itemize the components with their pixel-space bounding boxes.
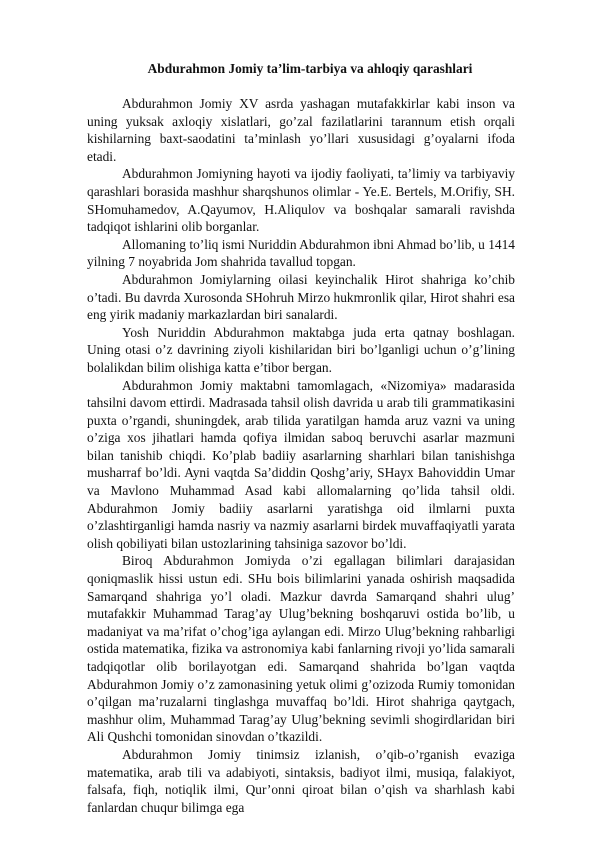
paragraph-1: Abdurahmon Jomiy XV asrda yashagan mutafakkirlar kabi inson va uning yuksak axloqiy xislatlari, go’zal fazilatlarini tarannum etish orqali kishilarning baxt-saodatini ta’minlash yo’llari xususidagi g’oyalarni ifoda etadi. [87,96,515,164]
document-title: Abdurahmon Jomiy ta’lim-tarbiya va ahloqiy qarashlari [147,61,473,76]
paragraph-7: Biroq Abdurahmon Jomiyda o’zi egallagan bilimlari darajasidan qoniqmaslik hissi ustun edi. SHu bois bilimlarini yanada oshirish maqsadida Samarqand shahriga yo’l oladi. Mazkur davrda Samarqand shahri ulug’ mutafakkir Muhammad Tarag’ay Ulug’bekning boshqaruvi ostida bo’lib, u madaniyat va ma’rifat o’chog’iga aylangan edi. Mirzo Ulug’bekning rahbarligi ostida matematika, fizika va astronomiya kabi fanlarning rivoji yo’lida samarali tadqiqotlar olib borilayotgan edi. Samarqand shahrida bo’lgan vaqtda Abdurahmon Jomiy o’z zamonasining yetuk olimi g’ozizoda Rumiy tomonidan o’qilgan ma’ruzalarni tinglashga muvaffaq bo’ldi. Hirot shahriga qaytgach, mashhur olim, Muhammad Tarag’ay Ulug’bekning sevimli shogirdlaridan biri Ali Qushchi tomonidan sinovdan o’tkazildi. [87,553,515,745]
paragraph-3: Allomaning to’liq ismi Nuriddin Abdurahmon ibni Ahmad bo’lib, u 1414 yilning 7 noyabrida Jom shahrida tavallud topgan. [87,236,515,270]
paragraph-8: Abdurahmon Jomiy tinimsiz izlanish, o’qib-o’rganish evaziga matematika, arab tili va adabiyoti, sintaksis, badiyot ilmi, musiqa, falakiyot, falsafa, fiqh, notiqlik ilmi, Qur’onni qiroat bilan o’qish va sharhlash kabi fanlardan chuqur bilimga ega [87,746,515,815]
paragraph-4: Abdurahmon Jomiylarning oilasi keyinchalik Hirot shahriga ko’chib o’tadi. Bu davrda Xurosonda SHohruh Mirzo hukmronlik qilar, Hirot shahri esa eng yirik madaniy markazlardan biri sanalardi. [87,271,515,323]
document-body [87,95,515,816]
paragraph-6: Abdurahmon Jomiy maktabni tamomlagach, «Nizomiya» madarasida tahsilni davom ettirdi. Madrasada tahsil olish davrida u arab tili grammatikasini puxta o’rgandi, shuningdek, arab tilida yaratilgan hamda aruz vazni va uning o’ziga xos jihatlari hamda qofiya ilmidan saboq beruvchi asarlar mazmuni bilan tanishib chiqdi. Ko’plab badiiy asarlarning sharhlari bilan tanishishga musharraf bo’ldi. Ayni vaqtda Sa’diddin Qoshg’ariy, SHayx Bahoviddin Umar va Mavlono Muhammad Asad kabi allomalarning qo’lida tahsil oldi. Abdurahmon Jomiy badiiy asarlarni yaratishga oid ilmlarni puxta o’zlashtirganligi hamda nasriy va nazmiy asarlarni birdek muvaffaqiyatli yarata olish qobiliyati bilan ustozlarining tahsiniga sazovor bo’ldi. [87,377,515,551]
paragraph-5: Yosh Nuriddin Abdurahmon maktabga juda erta qatnay boshlagan. Uning otasi o’z davrining ziyoli kishilaridan biri bo’lganligi uchun o’g’lining bolalikdan bilim olishiga katta e’tibor bergan. [87,324,515,375]
paragraph-2: Abdurahmon Jomiyning hayoti va ijodiy faoliyati, ta’limiy va tarbiyaviy qarashlari borasida mashhur sharqshunos olimlar - Ye.E. Bertels, M.Orifiy, SH. SHomuhamedov, A.Qayumov, H.Aliqulov va boshqalar samarali ravishda tadqiqot ishlarini olib borganlar. [87,166,515,235]
